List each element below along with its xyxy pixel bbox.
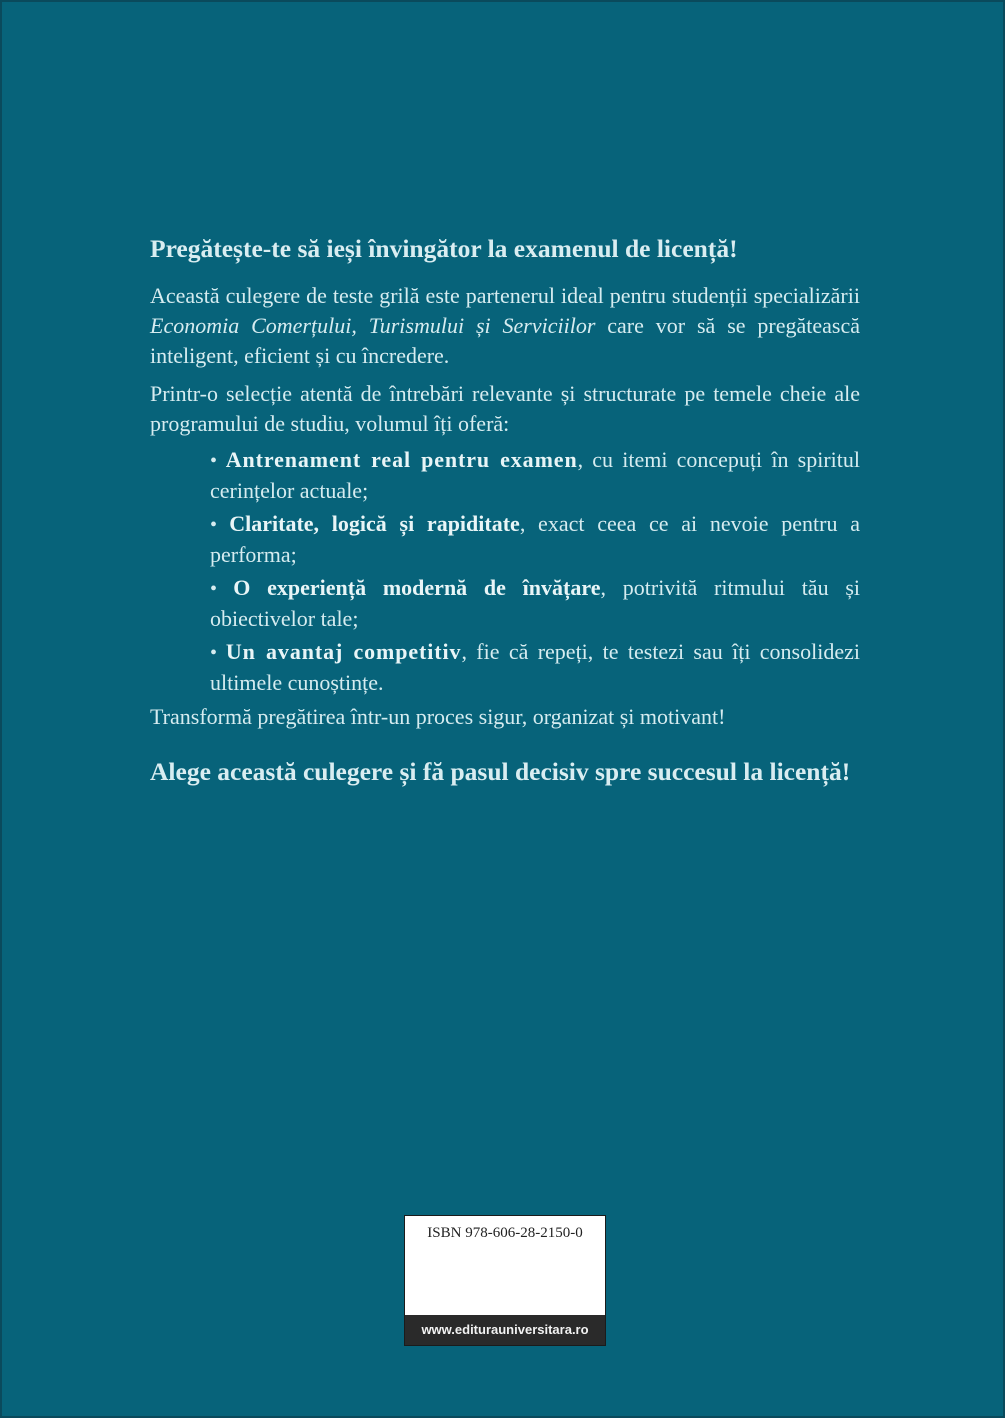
closing-call-to-action: Alege această culegere și fă pasul decisiv spre succesul la licență! [150, 757, 851, 786]
bullet-icon: • [210, 642, 226, 664]
intro-text-end: care vor să se pregătească inteligent, eficient și cu încredere. [150, 313, 861, 368]
benefit-title: Claritate, logică și rapiditate [229, 511, 520, 536]
lead-in-paragraph: Printr-o selecție atentă de întrebări relevante și structurate pe temele cheie ale programului de studiu, volumul îți oferă: [150, 381, 860, 436]
bullet-icon: • [210, 578, 234, 600]
blurb [150, 229, 860, 790]
intro-paragraph [150, 281, 860, 371]
isbn-number: ISBN 978-606-28-2150-0 [427, 1225, 583, 1241]
benefit-text: , cu itemi concepuți în spiritul cerințelor actuale; [210, 447, 860, 503]
isbn-box [404, 1215, 606, 1346]
benefit-title: Antrenament real pentru examen [225, 447, 578, 472]
benefit-title: Un avantaj competitiv [225, 639, 462, 664]
benefits-list [150, 445, 860, 698]
benefit-item [210, 509, 860, 570]
publisher-website[interactable]: www.editurauniversitara.ro [405, 1315, 605, 1345]
bullet-icon: • [210, 450, 226, 472]
benefit-text: , potrivită ritmului tău și obiectivelor tale; [210, 575, 860, 631]
specialization-name: Economia Comerțului, Turismului și Serviciilor [150, 313, 596, 338]
transform-line: Transformă pregătirea într-un proces sigur, organizat și motivant! [150, 704, 726, 729]
benefit-item [210, 445, 860, 506]
benefit-text: , fie că repeți, te testezi sau îți consolidezi ultimele cunoștințe. [210, 639, 860, 695]
benefit-item [210, 637, 860, 698]
benefit-text: , exact ceea ce ai nevoie pentru a performa; [210, 511, 860, 567]
benefit-title: O experiență modernă de învățare [233, 575, 601, 600]
benefit-item [210, 573, 860, 634]
intro-text-start: Această culegere de teste grilă este partenerul ideal pentru studenții specializării [150, 283, 860, 308]
headline: Pregătește-te să ieși învingător la examenul de licență! [150, 234, 738, 263]
bullet-icon: • [210, 514, 230, 536]
